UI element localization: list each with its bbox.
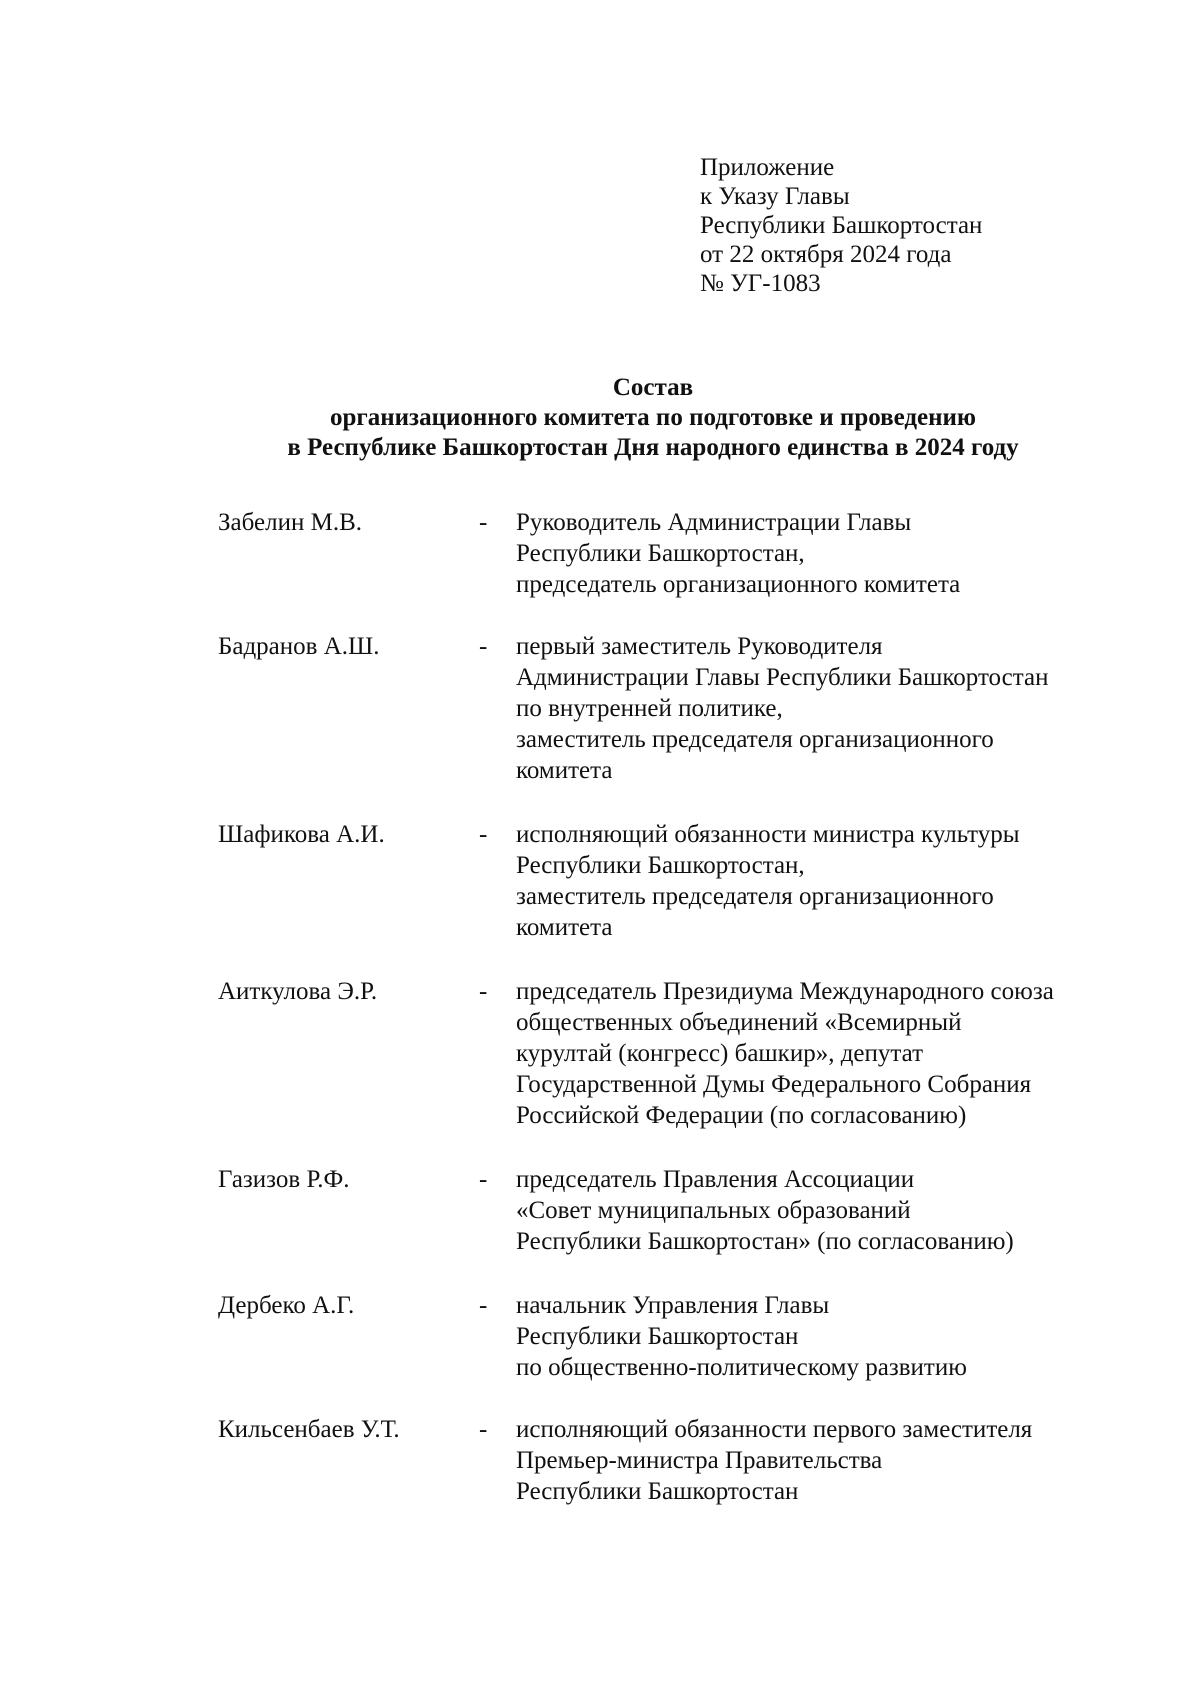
member-name: Бадранов А.Ш. — [218, 633, 380, 660]
annex-line: Республики Башкортостан — [700, 212, 983, 239]
member-entry — [218, 631, 1118, 786]
title-line: организационного комитета по подготовке и проведению — [329, 404, 977, 431]
member-dash: - — [479, 978, 488, 1005]
member-role: начальник Управления Главы Республики Башкортостан по общественно-политическому развитию — [516, 1292, 967, 1381]
member-entry — [218, 976, 1118, 1131]
annex-line: от 22 октября 2024 года — [700, 241, 952, 268]
member-dash: - — [479, 1292, 488, 1319]
member-dash: - — [479, 509, 488, 536]
member-name: Газизов Р.Ф. — [218, 1166, 350, 1193]
annex-header — [700, 153, 982, 298]
annex-line: к Указу Главы — [700, 183, 850, 210]
title-line: в Республике Башкортостан Дня народного единства в 2024 году — [287, 434, 1019, 461]
member-name: Аиткулова Э.Р. — [218, 978, 378, 1005]
member-role: первый заместитель Руководителя Администрации Главы Республики Башкортостан по внутренней политике, заместитель председателя организационного комитета — [516, 633, 1049, 784]
document-title — [0, 373, 1200, 463]
member-role: Руководитель Администрации Главы Республики Башкортостан, председатель организационного комитета — [516, 509, 961, 598]
member-entry — [218, 1414, 1118, 1507]
annex-line: № УГ-1083 — [700, 270, 821, 297]
member-name: Забелин М.В. — [218, 509, 362, 536]
title-line: Состав — [612, 374, 694, 401]
committee-members-list — [218, 507, 1118, 1507]
member-name: Дербеко А.Г. — [218, 1292, 355, 1319]
member-entry — [218, 1164, 1118, 1257]
member-name: Шафикова А.И. — [218, 821, 385, 848]
member-dash: - — [479, 1166, 488, 1193]
member-name: Кильсенбаев У.Т. — [218, 1416, 400, 1443]
member-entry — [218, 1290, 1118, 1383]
member-entry — [218, 819, 1118, 943]
member-role: председатель Правления Ассоциации «Совет муниципальных образований Республики Башкортостан» (по согласованию) — [516, 1166, 1014, 1255]
member-dash: - — [479, 821, 488, 848]
member-dash: - — [479, 1416, 488, 1443]
annex-line: Приложение — [700, 154, 835, 181]
member-role: исполняющий обязанности министра культуры Республики Башкортостан, заместитель председателя организационного комитета — [516, 821, 1020, 941]
member-role: исполняющий обязанности первого заместителя Премьер-министра Правительства Республики Башкортостан — [516, 1416, 1033, 1505]
member-entry — [218, 507, 1118, 600]
member-dash: - — [479, 633, 488, 660]
member-role: председатель Президиума Международного союза общественных объединений «Всемирный курултай (конгресс) башкир», депутат Государственной Думы Федерального Собрания Российской Федерации (по согласованию) — [516, 978, 1054, 1129]
